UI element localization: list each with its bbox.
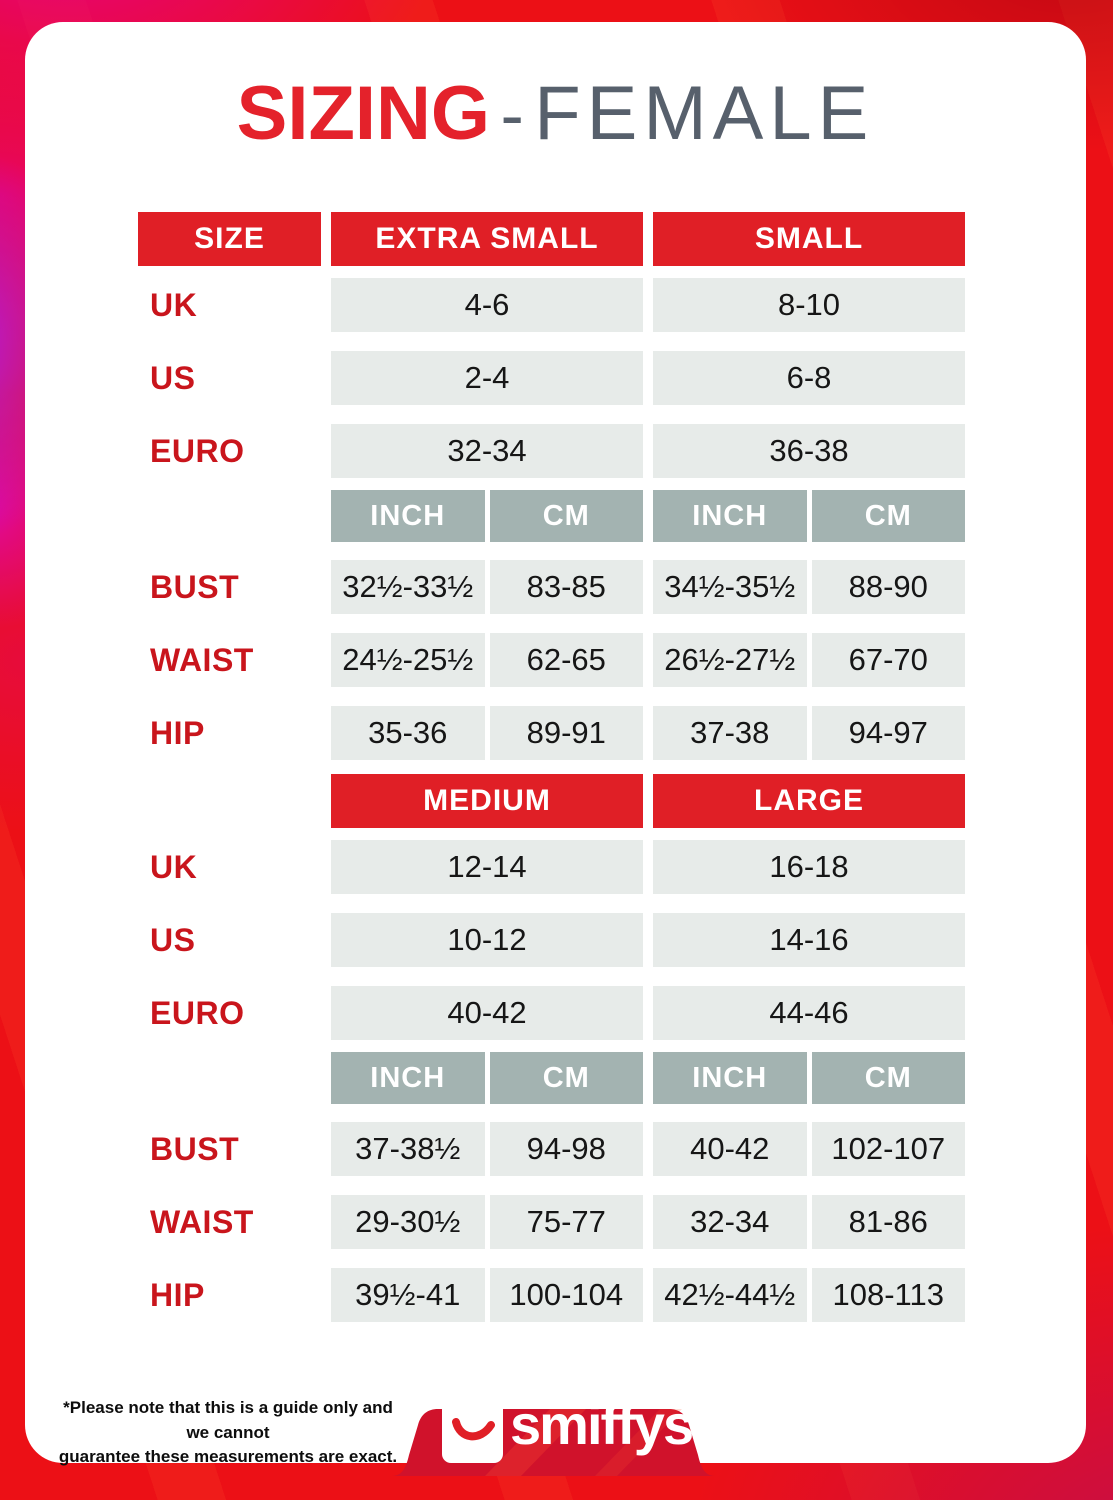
value-cell: 108-113 bbox=[812, 1268, 966, 1322]
row-label-us: US bbox=[150, 359, 196, 396]
unit-header-spacer bbox=[138, 490, 321, 544]
row-label-uk: UK bbox=[150, 286, 198, 323]
row-label-bust: BUST bbox=[150, 568, 240, 605]
table-row-bust bbox=[138, 1122, 965, 1176]
row-label-us: US bbox=[150, 921, 196, 958]
value-cell: 75-77 bbox=[490, 1195, 644, 1249]
col-header-size: SIZE bbox=[138, 212, 321, 266]
col-header-medium: MEDIUM bbox=[331, 774, 643, 828]
value-cell: 16-18 bbox=[653, 840, 965, 894]
value-cell: 39½-41 bbox=[331, 1268, 485, 1322]
unit-header-spacer bbox=[138, 1052, 321, 1106]
value-cell: 29-30½ bbox=[331, 1195, 485, 1249]
measure-pair bbox=[653, 560, 965, 614]
measure-pair bbox=[331, 1195, 643, 1249]
table-row-bust bbox=[138, 560, 965, 614]
unit-header-cm: CM bbox=[812, 1052, 966, 1104]
table-row-waist bbox=[138, 633, 965, 687]
disclaimer-line-2: guarantee these measurements are exact. bbox=[58, 1447, 398, 1467]
table-row-uk bbox=[138, 840, 965, 894]
unit-header-pair bbox=[653, 1052, 965, 1106]
value-cell: 10-12 bbox=[331, 913, 643, 967]
row-label-euro: EURO bbox=[150, 994, 245, 1031]
value-cell: 81-86 bbox=[812, 1195, 966, 1249]
title-separator: - bbox=[500, 76, 524, 154]
measure-pair bbox=[331, 560, 643, 614]
table-row-euro bbox=[138, 986, 965, 1040]
table-row-us bbox=[138, 351, 965, 405]
value-cell: 40-42 bbox=[653, 1122, 807, 1176]
value-cell: 89-91 bbox=[490, 706, 644, 760]
measure-pair bbox=[653, 706, 965, 760]
value-cell: 2-4 bbox=[331, 351, 643, 405]
smiffys-brand-tab bbox=[390, 1392, 717, 1476]
unit-header-inch: INCH bbox=[653, 490, 807, 542]
value-cell: 32-34 bbox=[653, 1195, 807, 1249]
measure-pair bbox=[331, 633, 643, 687]
measure-pair bbox=[653, 1195, 965, 1249]
value-cell: 6-8 bbox=[653, 351, 965, 405]
value-cell: 37-38½ bbox=[331, 1122, 485, 1176]
table-row-uk bbox=[138, 278, 965, 332]
value-cell: 40-42 bbox=[331, 986, 643, 1040]
row-label-waist: WAIST bbox=[150, 1203, 254, 1240]
value-cell: 36-38 bbox=[653, 424, 965, 478]
value-cell: 88-90 bbox=[812, 560, 966, 614]
sizing-tables bbox=[138, 212, 965, 1336]
unit-header-pair bbox=[331, 1052, 643, 1106]
value-cell: 102-107 bbox=[812, 1122, 966, 1176]
row-label-hip: HIP bbox=[150, 1276, 205, 1313]
unit-header-row bbox=[138, 1052, 965, 1106]
value-cell: 8-10 bbox=[653, 278, 965, 332]
value-cell: 32-34 bbox=[331, 424, 643, 478]
table-row-euro bbox=[138, 424, 965, 478]
smiffys-smile-icon bbox=[442, 1399, 503, 1463]
col-header-large: LARGE bbox=[653, 774, 965, 828]
col-header-small: SMALL bbox=[653, 212, 965, 266]
unit-header-row bbox=[138, 490, 965, 544]
value-cell: 12-14 bbox=[331, 840, 643, 894]
header-spacer bbox=[138, 774, 321, 828]
row-label-hip: HIP bbox=[150, 714, 205, 751]
value-cell: 67-70 bbox=[812, 633, 966, 687]
value-cell: 34½-35½ bbox=[653, 560, 807, 614]
row-label-bust: BUST bbox=[150, 1130, 240, 1167]
unit-header-pair bbox=[331, 490, 643, 544]
value-cell: 4-6 bbox=[331, 278, 643, 332]
measure-pair bbox=[331, 1122, 643, 1176]
value-cell: 44-46 bbox=[653, 986, 965, 1040]
unit-header-cm: CM bbox=[490, 1052, 644, 1104]
trademark-symbol: TM bbox=[694, 1403, 713, 1418]
value-cell: 35-36 bbox=[331, 706, 485, 760]
value-cell: 14-16 bbox=[653, 913, 965, 967]
disclaimer-note bbox=[53, 1396, 403, 1470]
smiffys-logo bbox=[442, 1393, 713, 1463]
title-female: FEMALE bbox=[534, 71, 875, 156]
measure-pair bbox=[653, 633, 965, 687]
size-header-row bbox=[138, 774, 965, 828]
unit-header-cm: CM bbox=[490, 490, 644, 542]
value-cell: 62-65 bbox=[490, 633, 644, 687]
size-header-row bbox=[138, 212, 965, 266]
value-cell: 26½-27½ bbox=[653, 633, 807, 687]
col-header-extra-small: EXTRA SMALL bbox=[331, 212, 643, 266]
measure-pair bbox=[653, 1122, 965, 1176]
unit-header-inch: INCH bbox=[331, 490, 485, 542]
value-cell: 94-97 bbox=[812, 706, 966, 760]
measure-pair bbox=[331, 1268, 643, 1322]
table-row-hip bbox=[138, 1268, 965, 1322]
value-cell: 32½-33½ bbox=[331, 560, 485, 614]
table-row-waist bbox=[138, 1195, 965, 1249]
table-row-us bbox=[138, 913, 965, 967]
value-cell: 100-104 bbox=[490, 1268, 644, 1322]
measure-pair bbox=[653, 1268, 965, 1322]
value-cell: 37-38 bbox=[653, 706, 807, 760]
unit-header-cm: CM bbox=[812, 490, 966, 542]
value-cell: 24½-25½ bbox=[331, 633, 485, 687]
value-cell: 42½-44½ bbox=[653, 1268, 807, 1322]
title-sizing: SIZING bbox=[236, 71, 491, 156]
unit-header-inch: INCH bbox=[331, 1052, 485, 1104]
row-label-uk: UK bbox=[150, 848, 198, 885]
unit-header-inch: INCH bbox=[653, 1052, 807, 1104]
brand-name: smiffys bbox=[510, 1393, 693, 1456]
value-cell: 94-98 bbox=[490, 1122, 644, 1176]
row-label-waist: WAIST bbox=[150, 641, 254, 678]
row-label-euro: EURO bbox=[150, 432, 245, 469]
section-extra-small-small bbox=[138, 212, 965, 760]
disclaimer-line-1: *Please note that this is a guide only and we cannot bbox=[63, 1398, 393, 1442]
sizing-card bbox=[25, 22, 1086, 1467]
section-medium-large bbox=[138, 774, 965, 1322]
table-row-hip bbox=[138, 706, 965, 760]
measure-pair bbox=[331, 706, 643, 760]
unit-header-pair bbox=[653, 490, 965, 544]
value-cell: 83-85 bbox=[490, 560, 644, 614]
page-title bbox=[25, 70, 1086, 157]
